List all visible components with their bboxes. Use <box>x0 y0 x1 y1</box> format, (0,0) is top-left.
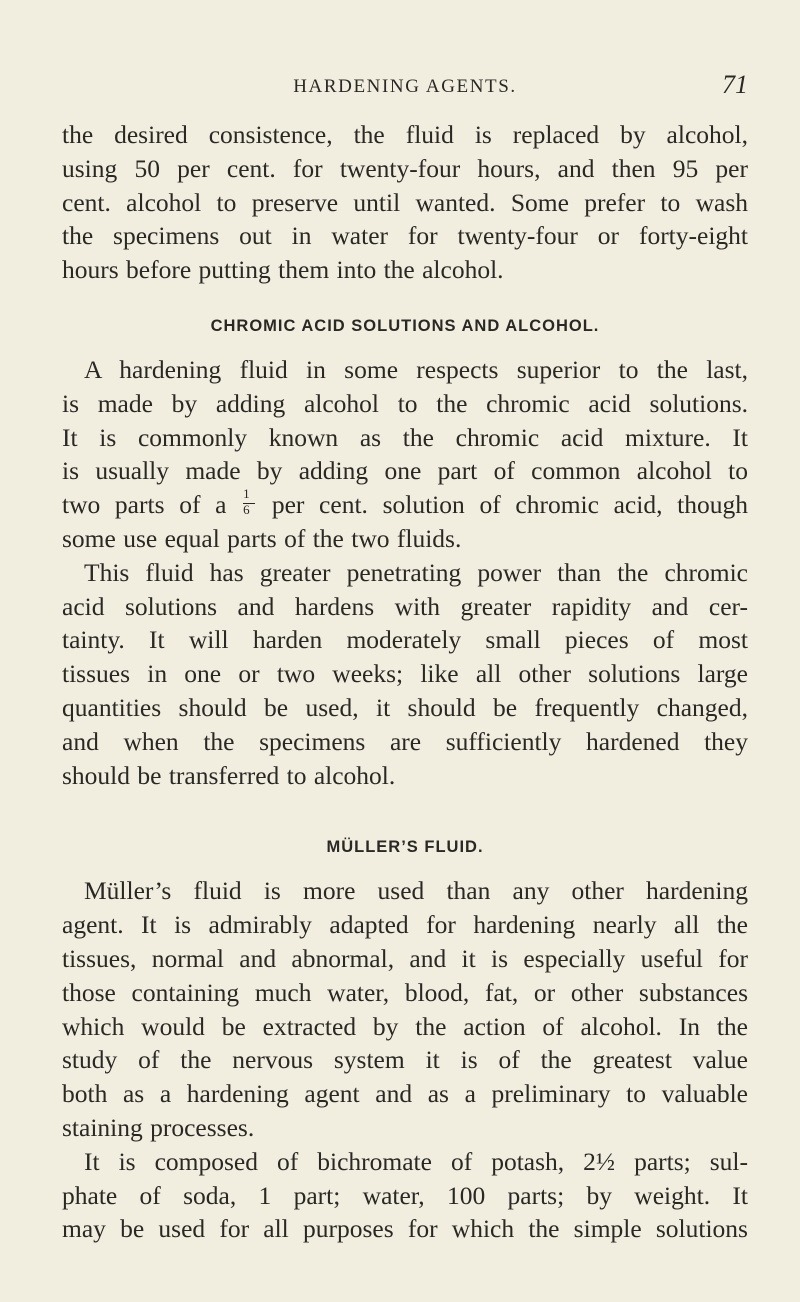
text-line: the specimens out in water for twenty-four or forty-eight <box>62 221 748 251</box>
text-line: should be transferred to alcohol. <box>62 760 396 790</box>
text-line: It is commonly known as the chromic acid mixture. It <box>62 422 748 452</box>
text-line: A hardening fluid in some respects superior to the last, <box>84 354 748 384</box>
text-line-with-fraction <box>62 488 748 522</box>
text-line: may be used for all purposes for which the simple solutions <box>62 1214 748 1244</box>
text-line: tissues in one or two weeks; like all other solutions large <box>62 659 748 689</box>
paragraph-intro <box>62 118 748 287</box>
text-line: cent. alcohol to preserve until wanted. Some prefer to wash <box>62 187 748 217</box>
text-segment: two parts of a <box>62 490 227 520</box>
paragraph-muller-1 <box>62 874 748 1144</box>
text-line: agent. It is admirably adapted for hardening nearly all the <box>62 910 748 940</box>
paragraph-chromic-2 <box>62 556 748 793</box>
fraction-one-sixth <box>243 486 255 518</box>
running-head <box>62 70 748 110</box>
text-line: tainty. It will harden moderately small pieces of most <box>62 625 748 655</box>
paragraph-muller-2 <box>62 1145 748 1246</box>
text-line: staining processes. <box>62 1112 255 1142</box>
text-line: the desired consistence, the fluid is replaced by alcohol, <box>62 120 748 149</box>
text-line: quantities should be used, it should be frequently changed, <box>62 692 748 722</box>
section-heading-chromic-acid: CHROMIC ACID SOLUTIONS AND ALCOHOL. <box>210 316 600 335</box>
page-number: 71 <box>722 70 748 99</box>
text-line: and when the specimens are sufficiently hardened they <box>62 726 748 756</box>
text-segment: per cent. solution of chromic acid, though <box>271 490 748 520</box>
text-line: using 50 per cent. for twenty-four hours, and then 95 per <box>62 153 748 183</box>
text-line: hours before putting them into the alcohol. <box>62 255 504 285</box>
text-line: It is composed of bichromate of potash, 2½ parts; sul- <box>84 1146 748 1176</box>
fraction-denominator: 6 <box>243 502 250 518</box>
running-title: HARDENING AGENTS. <box>293 76 517 97</box>
text-line: phate of soda, 1 part; water, 100 parts; by weight. It <box>62 1180 748 1210</box>
text-line: some use equal parts of the two fluids. <box>62 523 462 553</box>
text-line: those containing much water, blood, fat, or other substances <box>62 977 748 1007</box>
text-line: study of the nervous system it is of the greatest value <box>62 1045 748 1075</box>
text-line: is made by adding alcohol to the chromic acid solutions. <box>62 388 748 418</box>
text-line: Müller’s fluid is more used than any other hardening <box>84 876 748 906</box>
text-line: This fluid has greater penetrating power than the chromic <box>84 557 748 587</box>
text-line: both as a hardening agent and as a preliminary to valuable <box>62 1079 748 1109</box>
book-page <box>62 70 748 1246</box>
text-line: is usually made by adding one part of common alcohol to <box>62 456 748 486</box>
text-line: which would be extracted by the action of alcohol. In the <box>62 1011 748 1041</box>
text-line: acid solutions and hardens with greater rapidity and cer- <box>62 591 748 621</box>
fraction-numerator: 1 <box>243 486 250 502</box>
text-line: tissues, normal and abnormal, and it is especially useful for <box>62 943 748 973</box>
section-heading-mullers-fluid: MÜLLER’S FLUID. <box>326 838 484 857</box>
paragraph-chromic-1 <box>62 353 748 556</box>
